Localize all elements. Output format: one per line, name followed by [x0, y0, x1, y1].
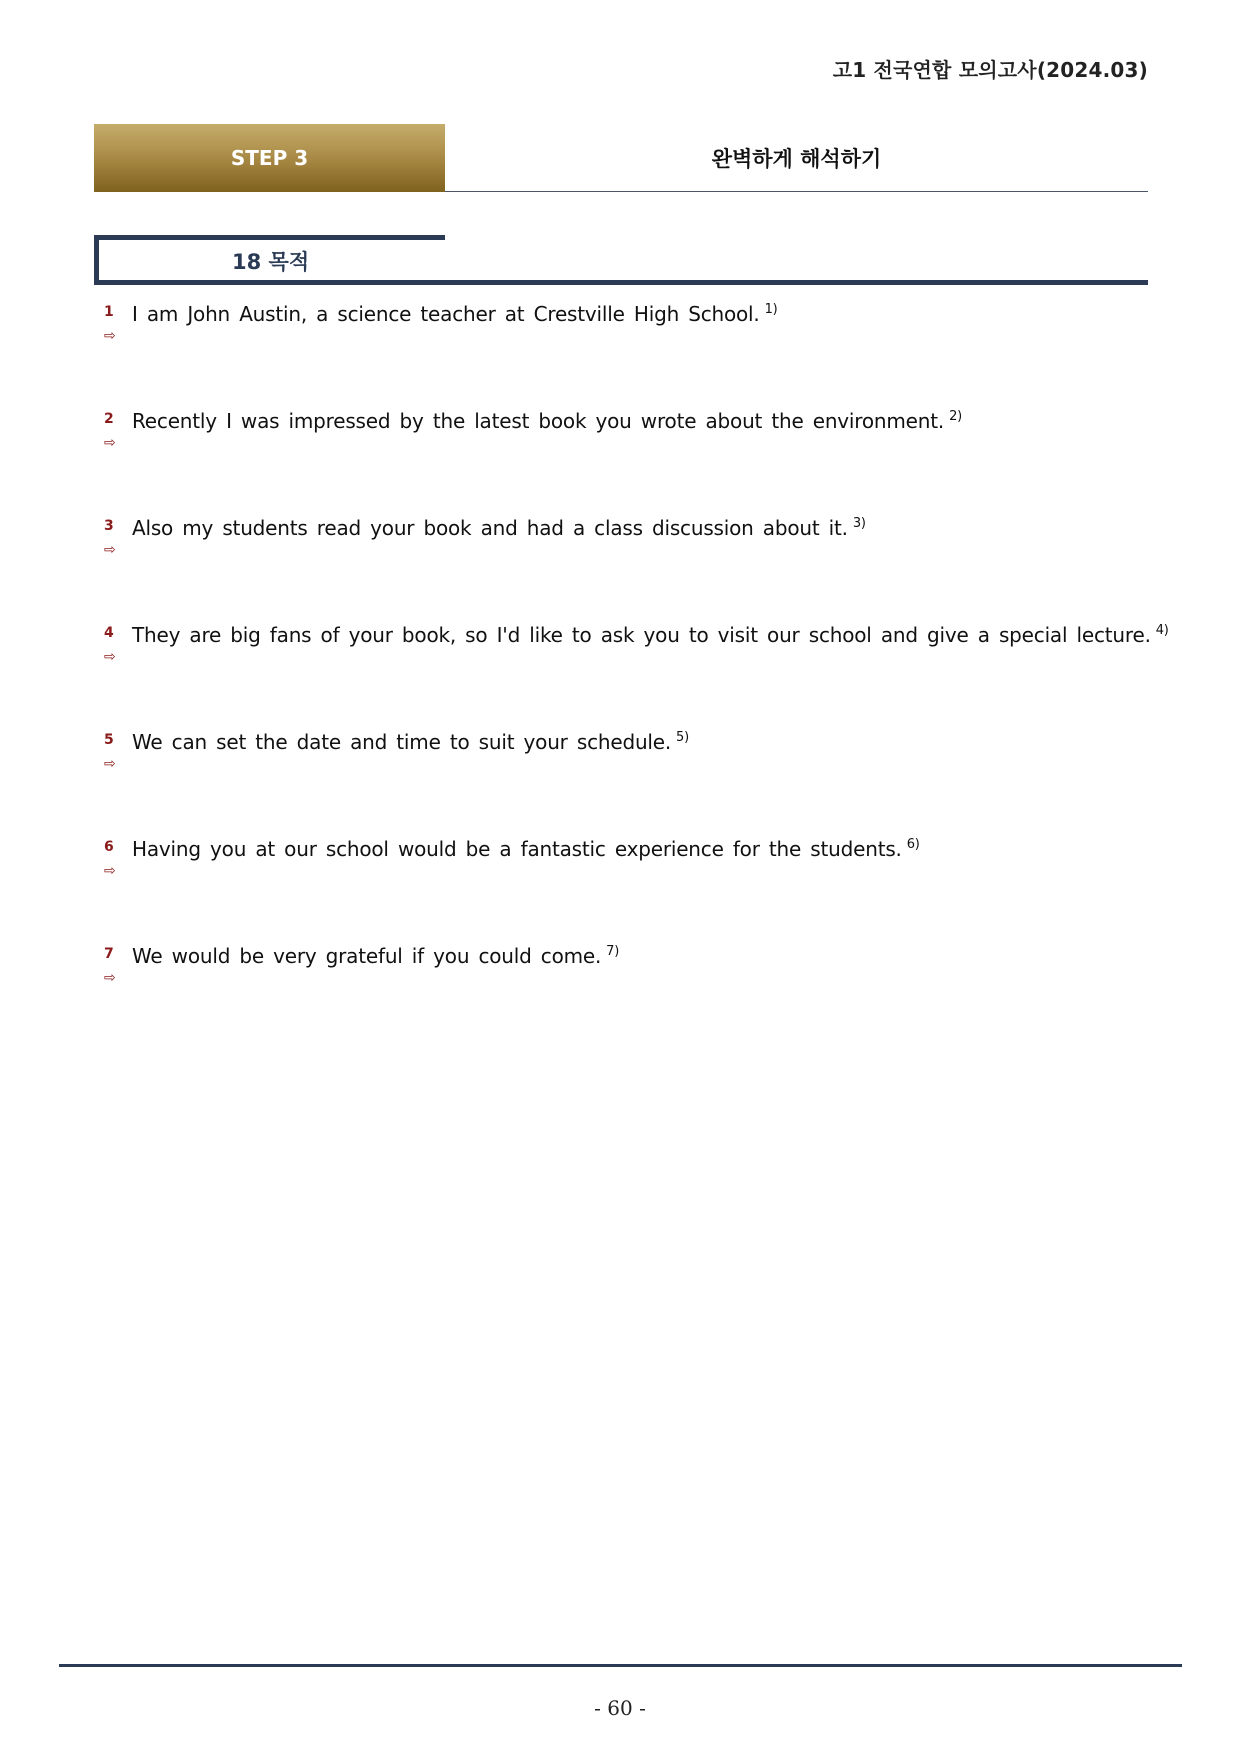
step-label: STEP 3	[230, 146, 309, 170]
section-border-left	[94, 235, 99, 285]
sentence-text	[132, 623, 1169, 647]
sentence-number: 3	[104, 518, 114, 534]
sentence-item	[104, 619, 1169, 726]
answer-arrow-icon: ⇨	[104, 649, 116, 665]
sentence-item	[104, 833, 1134, 940]
footnote-marker: 4)	[1155, 623, 1169, 639]
sentence-number: 4	[104, 625, 114, 641]
sentence-body: Having you at our school would be a fantastic experience for the students.	[132, 837, 902, 861]
answer-arrow-icon: ⇨	[104, 970, 116, 986]
sentence-body: They are big fans of your book, so I'd like to ask you to visit our school and give a special lecture.	[132, 623, 1151, 647]
footnote-marker: 5)	[676, 730, 689, 746]
sentence-body: I am John Austin, a science teacher at Crestville High School.	[132, 302, 760, 326]
answer-arrow-icon: ⇨	[104, 863, 116, 879]
footer-divider	[59, 1664, 1182, 1667]
section-header	[94, 235, 1148, 285]
step-header-bar	[94, 124, 1148, 192]
step-label-box	[94, 124, 445, 192]
footnote-marker: 2)	[949, 409, 963, 425]
footnote-marker: 7)	[606, 944, 620, 960]
sentence-body: Also my students read your book and had a class discussion about it.	[132, 516, 848, 540]
answer-arrow-icon: ⇨	[104, 756, 116, 772]
sentence-item	[104, 940, 1134, 1047]
sentence-number: 2	[104, 411, 114, 427]
answer-arrow-icon: ⇨	[104, 328, 116, 344]
sentence-text	[132, 516, 866, 540]
step-heading: 완벽하게 해석하기	[711, 147, 882, 171]
step-divider	[445, 191, 1148, 192]
sentence-number: 1	[104, 304, 114, 320]
footnote-marker: 3)	[852, 516, 866, 532]
page-number: - 60 -	[594, 1696, 646, 1720]
sentence-body: We can set the date and time to suit your schedule.	[132, 730, 672, 754]
document-title: 고1 전국연합 모의고사(2024.03)	[832, 58, 1148, 82]
section-border-top	[94, 235, 445, 240]
sentence-text	[132, 944, 619, 968]
sentence-number: 5	[104, 732, 114, 748]
sentence-list	[104, 298, 1169, 1047]
section-label: 18 목적	[232, 250, 310, 274]
sentence-item	[104, 726, 1134, 833]
sentence-text	[132, 409, 962, 433]
footnote-marker: 6)	[906, 837, 920, 853]
sentence-body: Recently I was impressed by the latest book you wrote about the environment.	[132, 409, 945, 433]
sentence-text	[132, 730, 689, 754]
sentence-body: We would be very grateful if you could come.	[132, 944, 602, 968]
sentence-text	[132, 302, 778, 326]
footnote-marker: 1)	[764, 302, 778, 318]
sentence-item	[104, 405, 1134, 512]
sentence-item	[104, 512, 1134, 619]
sentence-item	[104, 298, 1134, 405]
answer-arrow-icon: ⇨	[104, 435, 116, 451]
sentence-text	[132, 837, 920, 861]
sentence-number: 6	[104, 839, 114, 855]
answer-arrow-icon: ⇨	[104, 542, 116, 558]
section-border-bottom	[94, 280, 1148, 285]
sentence-number: 7	[104, 946, 114, 962]
